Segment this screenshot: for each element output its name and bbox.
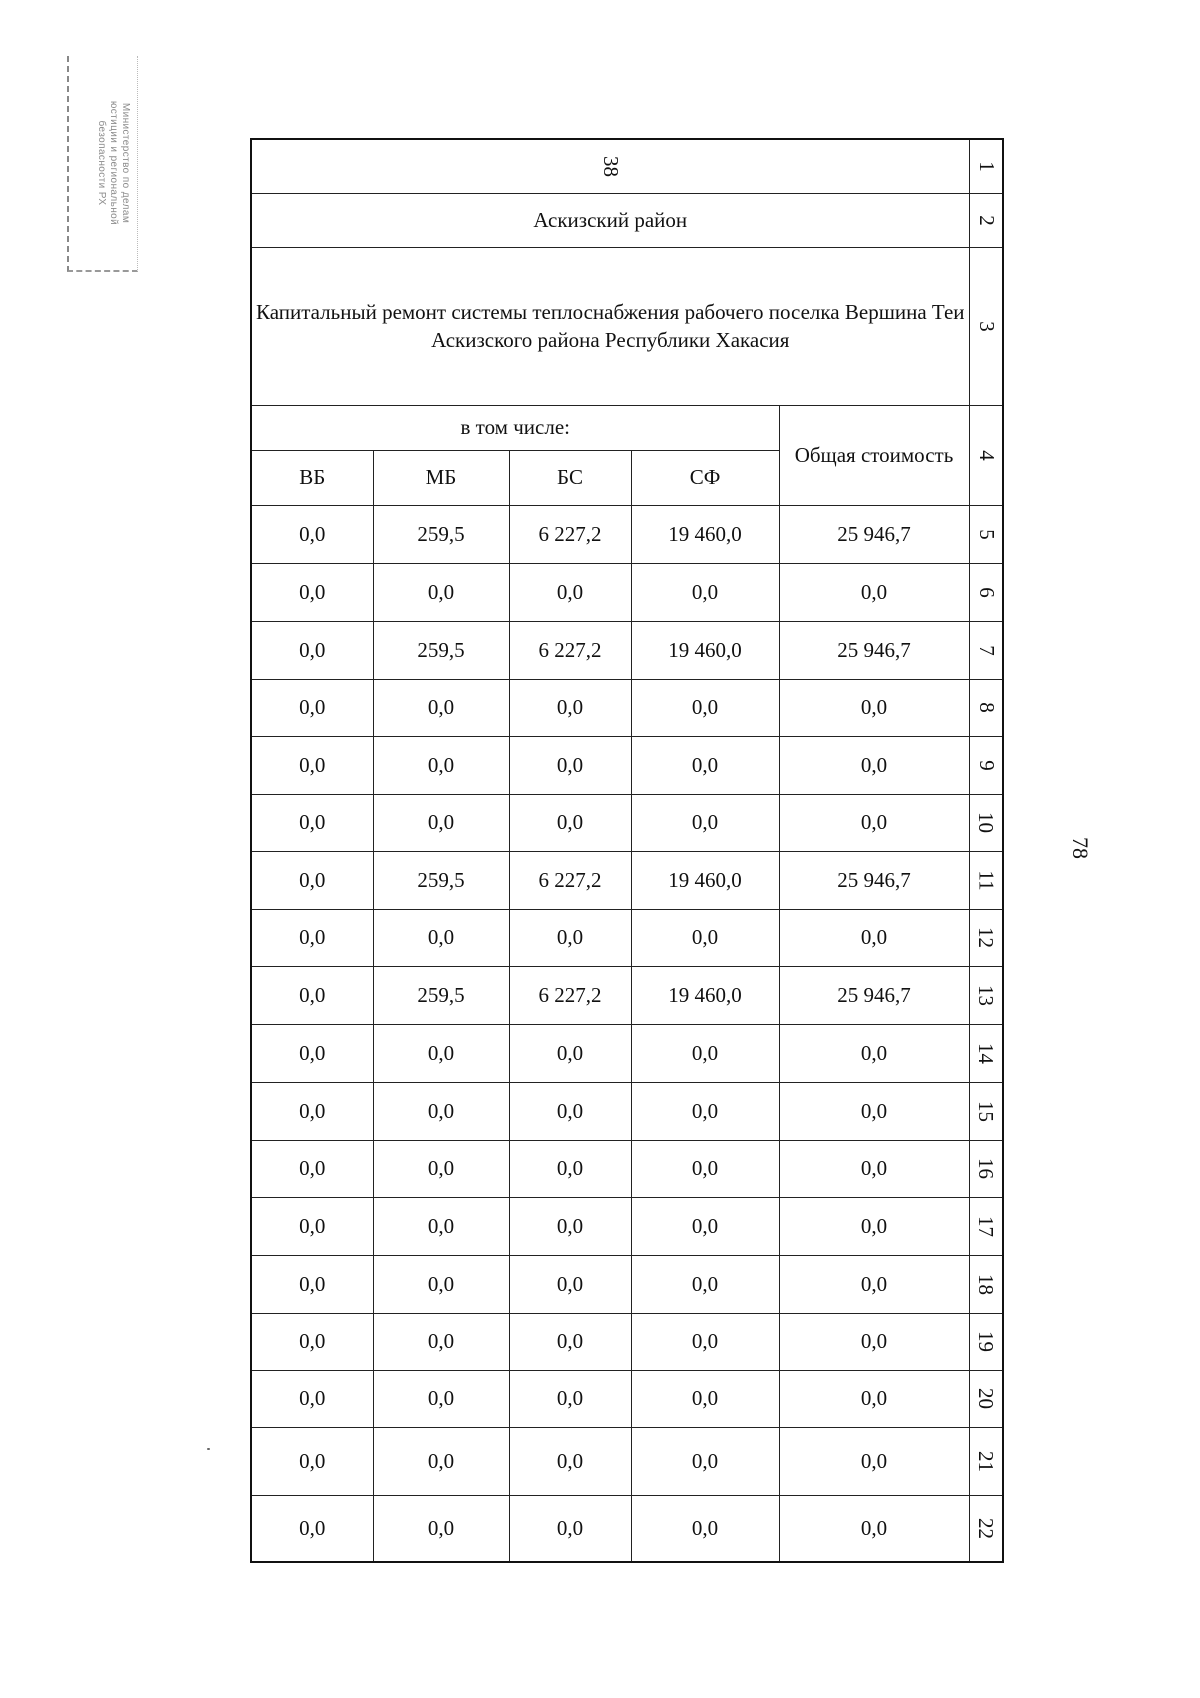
row-number: 13: [974, 984, 999, 1006]
table-row: [251, 1427, 1003, 1495]
table-cell: 0,0: [251, 1427, 373, 1495]
table-cell: 0,0: [509, 1197, 631, 1255]
stamp-line: Министерство по делам: [120, 102, 131, 224]
row-number: 16: [974, 1158, 999, 1179]
project-title-cell: Капитальный ремонт системы теплоснабжения рабочего поселка Вершина Теи Аскизского района Республики Хакасия: [251, 247, 969, 405]
table-cell: 0,0: [779, 794, 969, 851]
table-cell: 259,5: [373, 505, 509, 563]
stamp-line: юстиции и региональной: [108, 100, 119, 226]
table-cell: 0,0: [251, 851, 373, 909]
page-number: 78: [1068, 837, 1093, 859]
row-number-cell: [969, 621, 1003, 679]
table-row: [251, 909, 1003, 966]
scan-mark: [207, 1448, 210, 1450]
table-cell: 0,0: [631, 1495, 779, 1562]
table-cell: 0,0: [251, 505, 373, 563]
table-cell: 0,0: [251, 1313, 373, 1370]
table-cell: 0,0: [631, 1313, 779, 1370]
table-cell: 0,0: [509, 794, 631, 851]
table-cell: 0,0: [509, 1427, 631, 1495]
table-cell: 0,0: [373, 1370, 509, 1427]
table-cell: 6 227,2: [509, 505, 631, 563]
row-number-cell: [969, 909, 1003, 966]
table-row: [251, 1313, 1003, 1370]
row-number-cell: [969, 966, 1003, 1024]
table-cell: 19 460,0: [631, 505, 779, 563]
row-number: 12: [974, 927, 999, 948]
column-header-sf: СФ: [631, 450, 779, 505]
table-row: [251, 966, 1003, 1024]
row-number-cell: [969, 679, 1003, 736]
table-cell: 0,0: [509, 1140, 631, 1197]
row-number-cell: [969, 851, 1003, 909]
table-cell: 0,0: [509, 563, 631, 621]
project-number-row: [251, 139, 1003, 193]
row-number-cell: [969, 1082, 1003, 1140]
column-header-vb: ВБ: [251, 450, 373, 505]
table-row: [251, 1255, 1003, 1313]
district-cell: Аскизский район: [251, 193, 969, 247]
table-cell: 0,0: [251, 563, 373, 621]
row-number-cell: [969, 1313, 1003, 1370]
table-cell: 25 946,7: [779, 851, 969, 909]
row-number: 2: [974, 214, 999, 226]
table-row: [251, 851, 1003, 909]
table-row: [251, 563, 1003, 621]
table-cell: 0,0: [631, 909, 779, 966]
table-cell: 0,0: [373, 1427, 509, 1495]
row-number: 1: [974, 161, 999, 172]
table-cell: 0,0: [509, 1082, 631, 1140]
table-cell: 0,0: [251, 736, 373, 794]
row-number-cell: [969, 1495, 1003, 1562]
row-number: 10: [974, 812, 999, 833]
header-row-including: [251, 405, 1003, 450]
table-row: [251, 1024, 1003, 1082]
row-number-cell: [969, 1255, 1003, 1313]
row-number: 9: [974, 759, 999, 771]
row-number: 14: [974, 1042, 999, 1064]
table-cell: 0,0: [631, 1370, 779, 1427]
row-number: 17: [974, 1215, 999, 1237]
table-cell: 0,0: [779, 909, 969, 966]
row-number: 3: [974, 320, 999, 332]
table-cell: 0,0: [509, 736, 631, 794]
table-cell: 0,0: [251, 909, 373, 966]
row-number-cell: [969, 1370, 1003, 1427]
table-cell: 0,0: [779, 1140, 969, 1197]
table-row: [251, 1370, 1003, 1427]
table-cell: 0,0: [251, 1140, 373, 1197]
row-number-cell: [969, 1197, 1003, 1255]
row-number-cell: [969, 794, 1003, 851]
including-header: в том числе:: [251, 405, 779, 450]
table-cell: 0,0: [509, 909, 631, 966]
row-number-cell: [969, 563, 1003, 621]
table-cell: 0,0: [779, 679, 969, 736]
table-cell: 0,0: [251, 679, 373, 736]
table-cell: 0,0: [251, 1255, 373, 1313]
row-number-cell: [969, 193, 1003, 247]
project-number: 38: [598, 155, 623, 177]
table-row: [251, 1082, 1003, 1140]
row-number: 6: [974, 586, 999, 598]
row-number: 18: [974, 1273, 999, 1295]
column-header-bs: БС: [509, 450, 631, 505]
table-cell: 0,0: [631, 1082, 779, 1140]
table-cell: 0,0: [509, 1370, 631, 1427]
table-cell: 0,0: [251, 621, 373, 679]
row-number: 22: [974, 1517, 999, 1539]
row-number: 15: [974, 1100, 999, 1122]
table-cell: 0,0: [373, 1082, 509, 1140]
table-cell: 19 460,0: [631, 851, 779, 909]
project-number-cell: [251, 139, 969, 193]
table-cell: 25 946,7: [779, 505, 969, 563]
table-cell: 0,0: [509, 1313, 631, 1370]
row-number: 21: [974, 1450, 999, 1472]
row-number: 8: [974, 702, 999, 713]
table-cell: 0,0: [373, 736, 509, 794]
table-cell: 0,0: [779, 1370, 969, 1427]
table-row: [251, 736, 1003, 794]
table-row: [251, 794, 1003, 851]
table-cell: 0,0: [631, 1427, 779, 1495]
table-cell: 0,0: [251, 1024, 373, 1082]
table-cell: 6 227,2: [509, 621, 631, 679]
table-cell: 259,5: [373, 851, 509, 909]
table-row: [251, 679, 1003, 736]
table-cell: 0,0: [631, 1140, 779, 1197]
row-number: 19: [974, 1331, 999, 1352]
table-cell: 0,0: [631, 1197, 779, 1255]
table-cell: 19 460,0: [631, 966, 779, 1024]
row-number-cell: [969, 139, 1003, 193]
row-number: 20: [974, 1388, 999, 1409]
cost-table-body: [251, 139, 1003, 1562]
total-cost-header: Общая стоимость: [779, 405, 969, 505]
table-cell: 6 227,2: [509, 851, 631, 909]
table-cell: 0,0: [373, 679, 509, 736]
table-cell: 0,0: [631, 1024, 779, 1082]
stamp-line: безопасности РХ: [96, 120, 107, 206]
table-cell: 6 227,2: [509, 966, 631, 1024]
table-cell: 0,0: [251, 1082, 373, 1140]
table-cell: 0,0: [373, 1495, 509, 1562]
table-cell: 0,0: [779, 1427, 969, 1495]
table-row: [251, 505, 1003, 563]
table-cell: 0,0: [373, 794, 509, 851]
table-cell: 0,0: [251, 1197, 373, 1255]
table-cell: 0,0: [779, 1255, 969, 1313]
row-number-cell: [969, 736, 1003, 794]
table-cell: 0,0: [631, 1255, 779, 1313]
table-cell: 0,0: [779, 1082, 969, 1140]
table-cell: 0,0: [631, 794, 779, 851]
table-cell: 0,0: [373, 563, 509, 621]
row-number: 4: [974, 449, 999, 461]
table-cell: 0,0: [373, 909, 509, 966]
cost-table: [250, 138, 1004, 1563]
project-title-row: [251, 247, 1003, 405]
table-cell: 0,0: [779, 1197, 969, 1255]
table-cell: 0,0: [631, 736, 779, 794]
row-number-cell: [969, 247, 1003, 405]
table-cell: 19 460,0: [631, 621, 779, 679]
table-cell: 0,0: [509, 679, 631, 736]
table-cell: 0,0: [373, 1197, 509, 1255]
district-row: [251, 193, 1003, 247]
row-number: 11: [974, 869, 999, 891]
table-row: [251, 621, 1003, 679]
table-cell: 0,0: [373, 1140, 509, 1197]
table-cell: 0,0: [251, 1370, 373, 1427]
table-cell: 0,0: [373, 1024, 509, 1082]
row-number-cell: [969, 1024, 1003, 1082]
table-cell: 259,5: [373, 966, 509, 1024]
table-cell: 25 946,7: [779, 621, 969, 679]
table-cell: 0,0: [509, 1255, 631, 1313]
table-cell: 0,0: [631, 679, 779, 736]
table-cell: 0,0: [779, 1024, 969, 1082]
registration-stamp: [67, 56, 138, 272]
row-number: 5: [974, 528, 999, 540]
table-cell: 0,0: [779, 1313, 969, 1370]
column-header-mb: МБ: [373, 450, 509, 505]
table-cell: 0,0: [631, 563, 779, 621]
row-number-cell: [969, 405, 1003, 505]
row-number-cell: [969, 1427, 1003, 1495]
table-row: [251, 1140, 1003, 1197]
table-cell: 0,0: [779, 563, 969, 621]
table-cell: 0,0: [509, 1024, 631, 1082]
stamp-text: [75, 63, 131, 263]
table-cell: 25 946,7: [779, 966, 969, 1024]
table-cell: 259,5: [373, 621, 509, 679]
row-number: 7: [974, 644, 999, 656]
row-number-cell: [969, 505, 1003, 563]
table-row: [251, 1495, 1003, 1562]
table-cell: 0,0: [373, 1313, 509, 1370]
table-cell: 0,0: [251, 794, 373, 851]
table-cell: 0,0: [779, 1495, 969, 1562]
table-cell: 0,0: [509, 1495, 631, 1562]
table-cell: 0,0: [373, 1255, 509, 1313]
table-cell: 0,0: [779, 736, 969, 794]
row-number-cell: [969, 1140, 1003, 1197]
table-cell: 0,0: [251, 966, 373, 1024]
table-row: [251, 1197, 1003, 1255]
table-cell: 0,0: [251, 1495, 373, 1562]
